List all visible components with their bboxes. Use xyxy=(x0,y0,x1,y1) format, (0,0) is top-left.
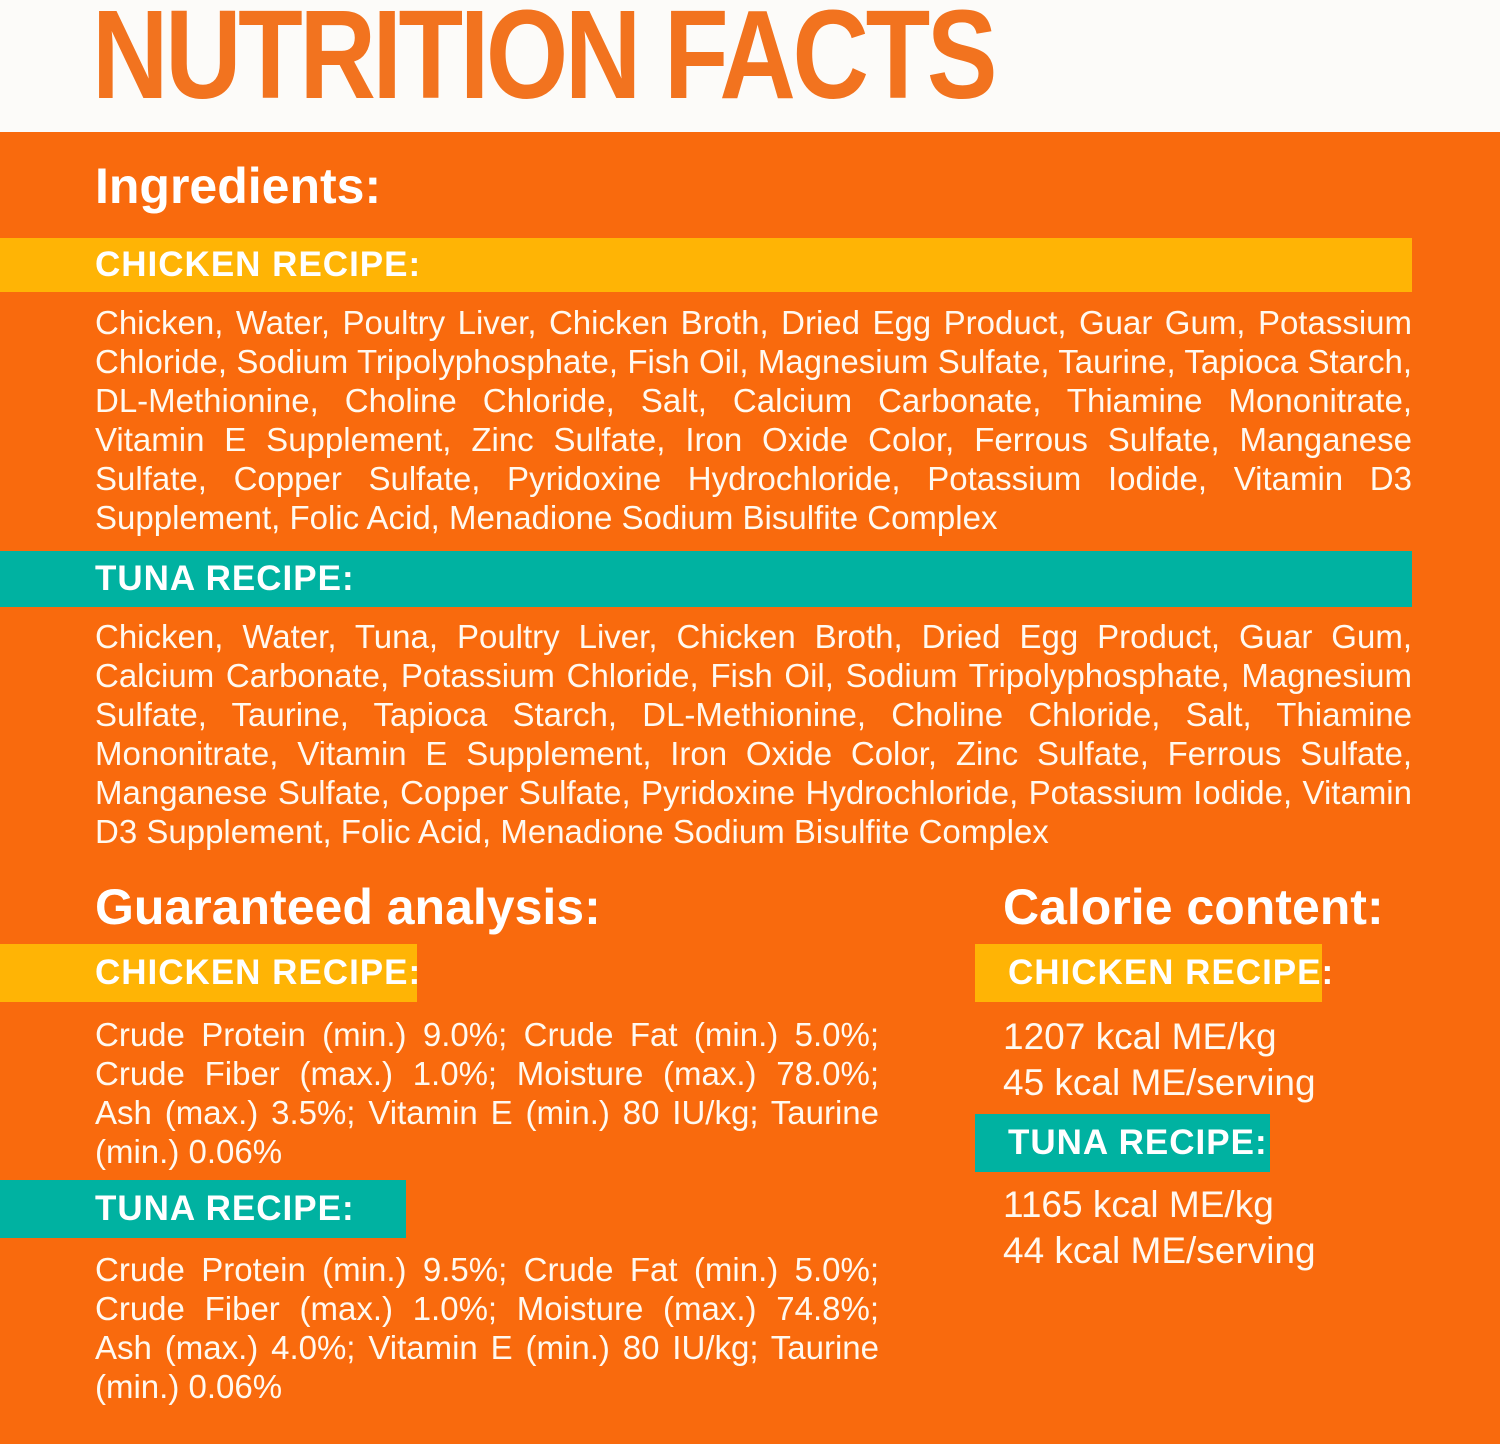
analysis-chicken-recipe-text: Crude Protein (min.) 9.0%; Crude Fat (min.) 5.0%; Crude Fiber (max.) 1.0%; Moisture (max.) 78.0%; Ash (max.) 3.5%; Vitamin E (min.) 80 IU/kg; Taurine (min.) 0.06% xyxy=(95,1016,879,1170)
calorie-tuna-values xyxy=(1003,1182,1316,1274)
calorie-chicken-kcal-per-kg: 1207 kcal ME/kg xyxy=(1003,1016,1277,1057)
calorie-chicken-values xyxy=(1003,1014,1316,1106)
calorie-tuna-recipe-label: TUNA RECIPE: xyxy=(1008,1123,1268,1162)
calorie-tuna-kcal-per-serving: 44 kcal ME/serving xyxy=(1003,1230,1316,1271)
ingredients-tuna-recipe-label: TUNA RECIPE: xyxy=(95,559,355,598)
ingredients-heading: Ingredients: xyxy=(95,158,382,214)
calorie-tuna-kcal-per-kg: 1165 kcal ME/kg xyxy=(1003,1184,1274,1225)
guaranteed-analysis-heading: Guaranteed analysis: xyxy=(95,879,601,935)
analysis-tuna-recipe-text: Crude Protein (min.) 9.5%; Crude Fat (min.) 5.0%; Crude Fiber (max.) 1.0%; Moisture (max.) 74.8%; Ash (max.) 4.0%; Vitamin E (min.) 80 IU/kg; Taurine (min.) 0.06% xyxy=(95,1251,879,1405)
analysis-chicken-recipe-band xyxy=(0,944,422,1002)
calorie-chicken-recipe-band xyxy=(975,944,1335,1002)
ingredients-tuna-recipe-band xyxy=(0,551,1412,607)
label-header xyxy=(0,0,1500,132)
calorie-chicken-recipe-label: CHICKEN RECIPE: xyxy=(1008,953,1335,992)
calorie-chicken-kcal-per-serving: 45 kcal ME/serving xyxy=(1003,1062,1316,1103)
page-title: NUTRITION FACTS xyxy=(92,0,995,125)
calorie-content-heading: Calorie content: xyxy=(1003,879,1384,935)
analysis-tuna-recipe-label: TUNA RECIPE: xyxy=(95,1189,355,1228)
calorie-tuna-recipe-band xyxy=(975,1114,1270,1172)
ingredients-chicken-recipe-text: Chicken, Water, Poultry Liver, Chicken Broth, Dried Egg Product, Guar Gum, Potassium Chloride, Sodium Tripolyphosphate, Fish Oil, Magnesium Sulfate, Taurine, Tapioca Starch, DL-Methionine, Choline Chloride, Salt, Calcium Carbonate, Thiamine Mononitrate, Vitamin E Supplement, Zinc Sulfate, Iron Oxide Color, Ferrous Sulfate, Manganese Sulfate, Copper Sulfate, Pyridoxine Hydrochloride, Potassium Iodide, Vitamin D3 Supplement, Folic Acid, Menadione Sodium Bisulfite Complex xyxy=(95,304,1412,536)
analysis-tuna-recipe-band xyxy=(0,1180,406,1238)
ingredients-chicken-recipe-label: CHICKEN RECIPE: xyxy=(95,245,422,284)
analysis-chicken-recipe-label: CHICKEN RECIPE: xyxy=(95,953,422,992)
ingredients-chicken-recipe-band xyxy=(0,238,1412,292)
ingredients-tuna-recipe-text: Chicken, Water, Tuna, Poultry Liver, Chicken Broth, Dried Egg Product, Guar Gum, Calcium Carbonate, Potassium Chloride, Fish Oil, Sodium Tripolyphosphate, Magnesium Sulfate, Taurine, Tapioca Starch, DL-Methionine, Choline Chloride, Salt, Thiamine Mononitrate, Vitamin E Supplement, Iron Oxide Color, Zinc Sulfate, Ferrous Sulfate, Manganese Sulfate, Copper Sulfate, Pyridoxine Hydrochloride, Potassium Iodide, Vitamin D3 Supplement, Folic Acid, Menadione Sodium Bisulfite Complex xyxy=(95,618,1412,850)
